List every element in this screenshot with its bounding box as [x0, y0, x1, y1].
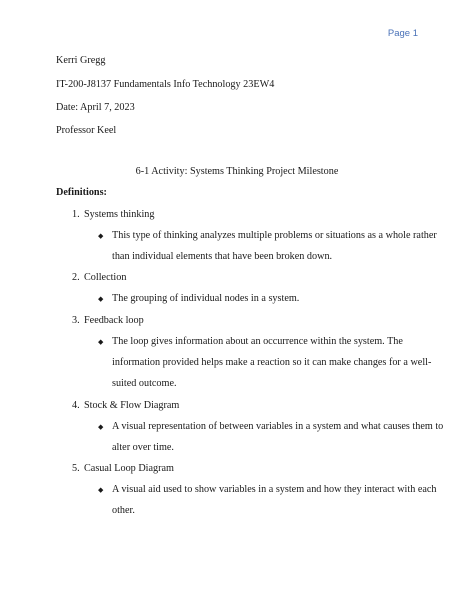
definition-text-line: alter over time.	[112, 442, 174, 453]
definition-text-line: suited outcome.	[112, 378, 177, 389]
bullet-icon: ◆	[98, 486, 104, 494]
definition-term: Systems thinking	[84, 209, 155, 220]
bullet-icon: ◆	[98, 338, 104, 346]
definition-number: 3.	[72, 315, 80, 326]
bullet-icon: ◆	[98, 232, 104, 240]
definition-text-line: The grouping of individual nodes in a system.	[112, 293, 300, 304]
professor-name: Professor Keel	[56, 125, 117, 136]
bullet-icon: ◆	[98, 295, 104, 303]
definition-number: 1.	[72, 209, 80, 220]
definition-text-line: information provided helps make a reaction so it can make changes for a well-	[112, 357, 432, 368]
definition-term: Casual Loop Diagram	[84, 463, 174, 474]
definition-number: 2.	[72, 272, 80, 283]
definition-number: 5.	[72, 463, 80, 474]
definition-term: Collection	[84, 272, 127, 283]
definitions-heading: Definitions:	[56, 187, 107, 198]
definition-text-line: The loop gives information about an occurrence within the system. The	[112, 336, 403, 347]
page-number: Page 1	[387, 28, 418, 39]
document-title: 6-1 Activity: Systems Thinking Project Milestone	[135, 166, 339, 177]
definition-text-line: than individual elements that have been broken down.	[112, 251, 333, 262]
definition-text-line: This type of thinking analyzes multiple problems or situations as a whole rather	[112, 230, 437, 241]
course-name: IT-200-J8137 Fundamentals Info Technology 23EW4	[56, 79, 275, 90]
definition-term: Feedback loop	[84, 315, 144, 326]
definition-number: 4.	[72, 400, 80, 411]
date-line: Date: April 7, 2023	[56, 102, 135, 113]
definition-text-line: other.	[112, 505, 135, 516]
bullet-icon: ◆	[98, 423, 104, 431]
definition-text-line: A visual representation of between variables in a system and what causes them to	[112, 421, 444, 432]
author-name: Kerri Gregg	[56, 55, 106, 66]
definition-term: Stock & Flow Diagram	[84, 400, 180, 411]
definition-text-line: A visual aid used to show variables in a system and how they interact with each	[112, 484, 437, 495]
